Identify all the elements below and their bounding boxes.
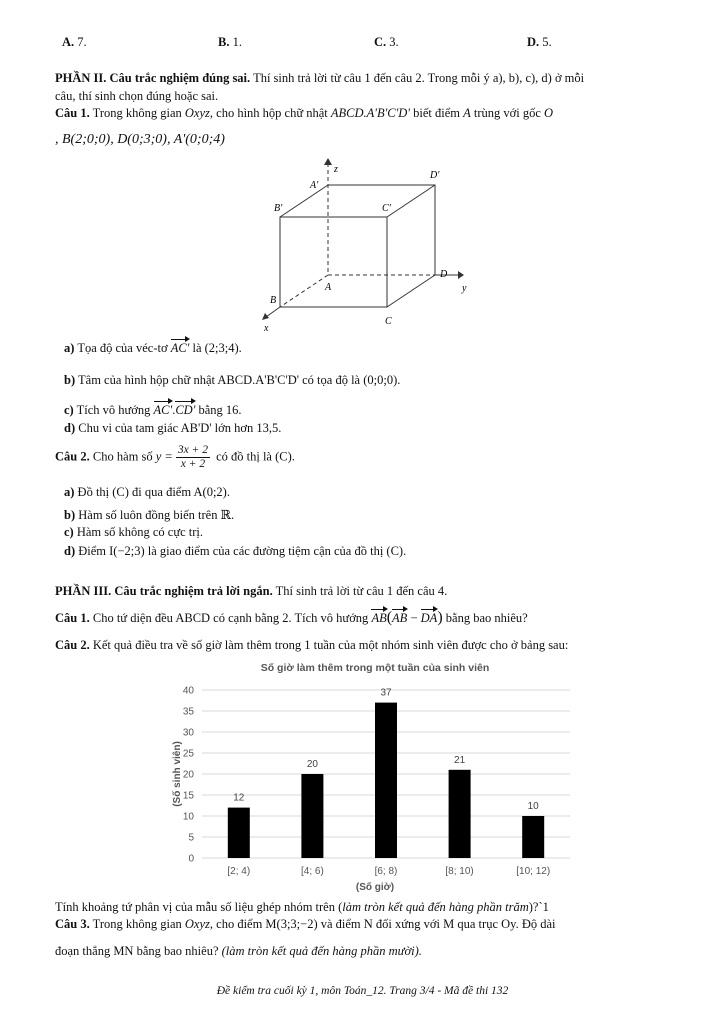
label-ap: A' <box>310 180 319 191</box>
p2-q2-b: b) Hàm số luôn đồng biến trên ℝ. <box>64 508 235 522</box>
y-tick-label: 5 <box>188 832 194 844</box>
p3-q1: Câu 1. Cho tứ diện đều ABCD có cạnh bằng 2. Tích vô hướng AB(AB − DA) bằng bao nhiêu? <box>55 609 528 626</box>
p3-q2: Câu 2. Kết quả điều tra về số giờ làm thêm trong 1 tuần của một nhóm sinh viên được cho ở bảng sau: <box>55 638 569 652</box>
bar <box>449 770 471 858</box>
p2-q2-c: c) Hàm số không có cực trị. <box>64 525 204 539</box>
bar-chart <box>160 656 580 896</box>
chart-title: Số giờ làm thêm trong một tuần của sinh viên <box>260 662 490 674</box>
cuboid-figure <box>250 155 480 335</box>
bar <box>522 816 544 858</box>
part2-instr-line2: câu, thí sinh chọn đúng hoặc sai. <box>55 89 219 103</box>
bar-value-label: 37 <box>380 687 392 699</box>
fraction: $\frac{3x + 2}{x + 2}$ <box>177 444 208 470</box>
p2-q1-c: c) Tích vô hướng AC'.CD' bằng 16. <box>64 403 242 417</box>
label-b: B <box>270 295 277 306</box>
label-y: y <box>462 283 467 294</box>
label-bp: B' <box>274 203 283 214</box>
answer-a: A. 7. <box>62 35 87 49</box>
bar-value-label: 12 <box>233 792 245 804</box>
p2-q1-a: a) Tọa độ của véc-tơ AC' là (2;3;4). <box>64 341 242 355</box>
bar <box>301 774 323 858</box>
chart-xlabel: (Số giờ) <box>355 882 395 893</box>
x-tick-label: [6; 8) <box>374 866 398 877</box>
label-d: D <box>440 269 448 280</box>
answer-c: C. 3. <box>374 35 399 49</box>
y-tick-label: 25 <box>182 748 194 760</box>
x-tick-label: [2; 4) <box>227 866 251 877</box>
p3-q2-after: Tính khoảng tứ phân vị của mẫu số liệu ghép nhóm trên (làm tròn kết quả đến hàng phần trăm)?`1 <box>55 900 549 914</box>
y-tick-label: 15 <box>182 790 194 802</box>
label-z: z <box>334 164 338 175</box>
bar-value-label: 21 <box>454 754 466 766</box>
bar <box>375 703 397 858</box>
y-tick-label: 35 <box>182 706 194 718</box>
y-tick-label: 10 <box>182 811 194 823</box>
y-tick-label: 40 <box>182 685 194 697</box>
bar <box>228 808 250 858</box>
p2-q2-d: d) Điểm I(−2;3) là giao điểm của các đường tiệm cận của đồ thị (C). <box>64 544 407 558</box>
answer-d: D. 5. <box>527 35 552 49</box>
page-footer: Đề kiểm tra cuối kỳ 1, môn Toán_12. Trang 3/4 - Mã đề thi 132 <box>216 985 509 997</box>
chart-ylabel: (Số sinh viên) <box>172 741 183 807</box>
bar-value-label: 20 <box>306 759 318 770</box>
p2-q1-b: b) Tâm của hình hộp chữ nhật ABCD.A'B'C'D' có tọa độ là (0;0;0). <box>64 373 401 387</box>
label-c: C <box>385 316 392 327</box>
answer-b: B. 1. <box>218 35 242 49</box>
label-cp: C' <box>382 203 391 214</box>
p3-q3-line1: Câu 3. Trong không gian Oxyz, cho điểm M(3;3;−2) và điểm N đối xứng với M qua trục Oy. Độ dài <box>55 917 556 931</box>
p3-q3-line2: đoạn thẳng MN bằng bao nhiêu? (làm tròn kết quả đến hàng phần mười). <box>55 944 422 958</box>
part3-heading: PHẦN III. Câu trắc nghiệm trả lời ngắn. Thí sinh trả lời từ câu 1 đến câu 4. <box>55 584 448 598</box>
bar-value-label: 10 <box>527 801 539 812</box>
x-tick-label: [4; 6) <box>301 866 324 877</box>
p2-q2-a: a) Đồ thị (C) đi qua điểm A(0;2). <box>64 485 230 499</box>
label-a: A <box>325 282 332 293</box>
p2-q1-d: d) Chu vi của tam giác AB'D' lớn hơn 13,5. <box>64 421 282 435</box>
y-tick-label: 30 <box>182 727 194 739</box>
x-tick-label: [10; 12) <box>516 866 551 877</box>
label-x: x <box>264 323 269 334</box>
p2-q1-line2: , B(2;0;0), D(0;3;0), A'(0;0;4) <box>55 132 225 147</box>
p2-q2-stem: Câu 2. Cho hàm số y = $\frac{3x + 2}{x + 2}$ có đồ thị là (C). <box>55 444 295 470</box>
x-tick-label: [8; 10) <box>445 866 474 877</box>
p2-q1-line1: Câu 1. Trong không gian Oxyz, cho hình hộp chữ nhật ABCD.A'B'C'D' biết điểm A trùng với gốc O <box>55 106 554 120</box>
part2-heading: PHẦN II. Câu trắc nghiệm đúng sai. Thí sinh trả lời từ câu 1 đến câu 2. Trong mỗi ý a), b), c), d) ở mỗi <box>55 71 585 85</box>
y-tick-label: 0 <box>188 853 194 865</box>
label-dp: D' <box>430 170 440 181</box>
y-tick-label: 20 <box>182 769 194 781</box>
